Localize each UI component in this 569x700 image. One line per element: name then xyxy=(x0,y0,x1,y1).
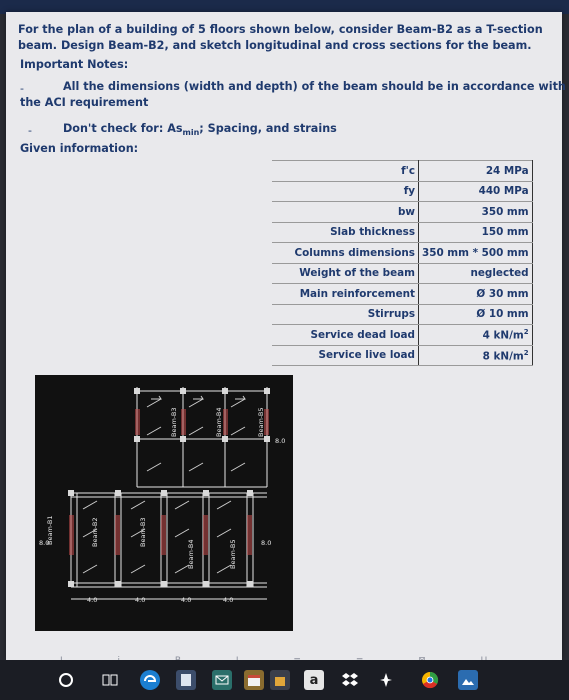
given-value xyxy=(419,325,533,346)
given-value xyxy=(419,345,533,366)
given-value-text: neglected xyxy=(470,267,529,280)
given-heading: Given information: xyxy=(20,142,139,155)
given-value-text: 24 MPa xyxy=(485,164,529,177)
dim-left: 8.0 xyxy=(39,539,50,547)
notes-heading: Important Notes: xyxy=(20,58,129,71)
note-2-bullet: - xyxy=(28,124,32,137)
problem-line-2: beam. Design Beam-B2, and sketch longitudinal and cross sections for the beam. xyxy=(18,39,532,52)
text-a-icon[interactable]: a xyxy=(304,670,324,690)
store-icon[interactable] xyxy=(270,670,290,690)
dropbox-icon[interactable] xyxy=(340,670,360,690)
given-value xyxy=(419,161,533,182)
given-label: fy xyxy=(272,181,419,202)
given-value xyxy=(419,263,533,284)
span-2: 4.0 xyxy=(135,596,146,604)
note-2-subscript: min xyxy=(182,128,200,137)
given-value xyxy=(419,243,533,264)
given-row xyxy=(272,243,532,264)
given-label: bw xyxy=(272,202,419,223)
given-row xyxy=(272,222,532,243)
given-row xyxy=(272,263,532,284)
given-value-text: Ø 30 mm xyxy=(476,287,529,300)
given-value-text: 4 kN/m xyxy=(482,329,524,342)
floor-plan-drawing xyxy=(35,375,293,631)
given-value-superscript: 2 xyxy=(523,328,529,337)
given-value-text: 150 mm xyxy=(481,226,529,239)
given-value-superscript: 2 xyxy=(523,348,529,357)
given-label: Slab thickness xyxy=(272,222,419,243)
given-label: Weight of the beam xyxy=(272,263,419,284)
beam-label-bottom-5: Beam-B5 xyxy=(229,539,237,569)
given-label: Columns dimensions xyxy=(272,243,419,264)
given-value xyxy=(419,222,533,243)
given-value-text: 8 kN/m xyxy=(482,349,524,362)
given-row xyxy=(272,202,532,223)
problem-line-1: For the plan of a building of 5 floors shown below, consider Beam-B2 as a T-section xyxy=(18,23,543,36)
chrome-browser-icon[interactable] xyxy=(420,670,440,690)
calendar-icon[interactable] xyxy=(244,670,264,690)
given-label: f'c xyxy=(272,161,419,182)
document-app-icon[interactable] xyxy=(176,670,196,690)
beam-label-bottom-2: Beam-B2 xyxy=(91,517,99,547)
dim-upper: 8.0 xyxy=(275,437,286,445)
dim-lower-right: 8.0 xyxy=(261,539,272,547)
note-2-suffix: ; Spacing, and strains xyxy=(199,122,337,135)
beam-label-top-2: Beam-B4 xyxy=(215,407,223,437)
given-value-text: 350 mm xyxy=(481,205,529,218)
floor-plan-svg xyxy=(35,375,293,631)
note-1-line-1: All the dimensions (width and depth) of the beam should be in accordance with xyxy=(63,80,566,93)
given-value-text: 350 mm * 500 mm xyxy=(422,246,529,259)
given-row xyxy=(272,161,532,182)
start-circle-icon[interactable] xyxy=(56,670,76,690)
note-1-bullet: - xyxy=(20,82,24,95)
given-row xyxy=(272,325,532,346)
given-value-text: Ø 10 mm xyxy=(476,308,529,321)
given-value xyxy=(419,304,533,325)
given-label: Service dead load xyxy=(272,325,419,346)
span-4: 4.0 xyxy=(223,596,234,604)
note-1-line-2: the ACI requirement xyxy=(20,96,149,109)
edge-browser-icon[interactable] xyxy=(140,670,160,690)
given-value-text: 440 MPa xyxy=(478,185,529,198)
given-row xyxy=(272,181,532,202)
given-label: Service live load xyxy=(272,345,419,366)
beam-label-top-3: Beam-B5 xyxy=(257,407,265,437)
given-value xyxy=(419,181,533,202)
given-information-table xyxy=(272,160,533,366)
taskbar xyxy=(0,660,569,700)
given-label: Main reinforcement xyxy=(272,284,419,305)
beam-label-bottom-1: Beam-B1 xyxy=(46,515,54,545)
given-row xyxy=(272,345,532,366)
mail-icon[interactable] xyxy=(212,670,232,690)
given-row xyxy=(272,304,532,325)
task-view-icon[interactable] xyxy=(100,670,120,690)
sparkle-app-icon[interactable] xyxy=(376,670,396,690)
given-label: Stirrups xyxy=(272,304,419,325)
note-2 xyxy=(63,121,337,140)
beam-label-top-1: Beam-B3 xyxy=(170,407,178,437)
photos-app-icon[interactable] xyxy=(458,670,478,690)
span-1: 4.0 xyxy=(87,596,98,604)
beam-label-bottom-4: Beam-B4 xyxy=(187,539,195,569)
given-value xyxy=(419,284,533,305)
beam-label-bottom-3: Beam-B3 xyxy=(139,517,147,547)
note-2-prefix: Don't check for: As xyxy=(63,122,183,135)
given-value xyxy=(419,202,533,223)
given-row xyxy=(272,284,532,305)
span-3: 4.0 xyxy=(181,596,192,604)
